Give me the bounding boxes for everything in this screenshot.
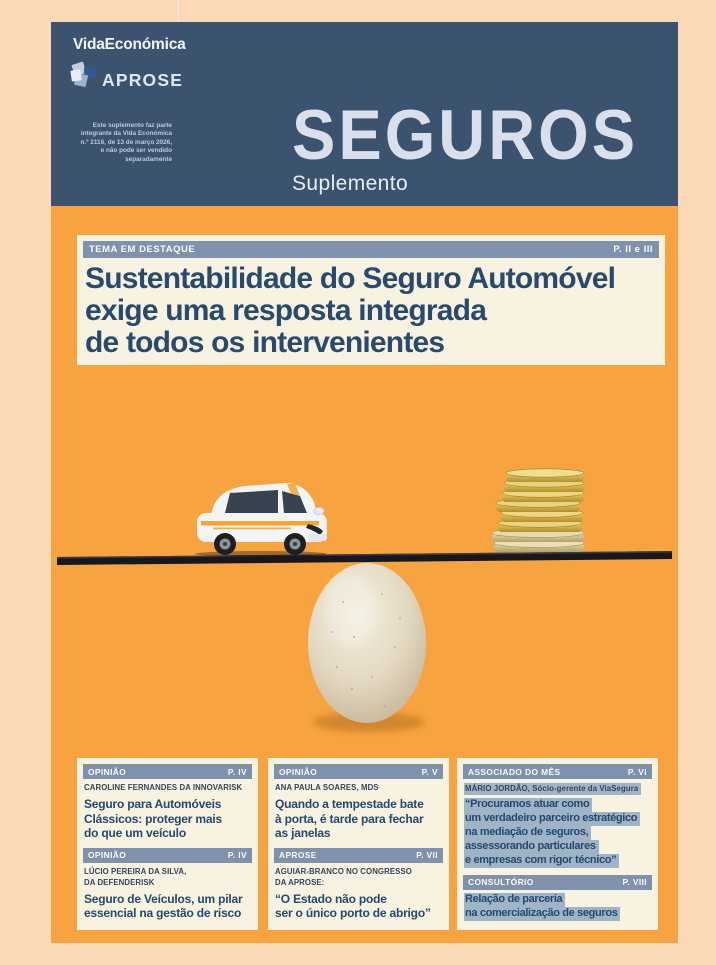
kicker-line: DA APROSE:	[275, 877, 325, 887]
publisher-logo: VidaEconómica	[73, 36, 186, 53]
section-bar	[463, 875, 652, 890]
stone-ball	[308, 563, 426, 723]
teaser-section	[83, 764, 252, 841]
section-bar	[83, 764, 252, 779]
section-kicker	[275, 783, 442, 794]
teaser-section	[83, 848, 252, 921]
headline-line: as janelas	[275, 826, 331, 841]
headline-line: Relação de parceria	[464, 893, 565, 907]
kicker-line: AGUIAR-BRANCO NO CONGRESSO	[275, 866, 412, 876]
cover-hero	[51, 206, 678, 943]
section-headline	[275, 892, 442, 921]
headline-line: ser o único porto de abrigo”	[275, 906, 431, 921]
section-tag: APROSE	[279, 850, 317, 861]
kicker-line: MÁRIO JORDÃO, Sócio-gerente da ViaSegura	[464, 783, 641, 795]
headline-line: Clássicos: proteger mais	[84, 811, 222, 826]
section-page-ref: P. IV	[227, 850, 247, 861]
section-tag: OPINIÃO	[279, 766, 318, 777]
supplement-subtitle: Suplemento	[292, 171, 409, 195]
section-tag: CONSULTÓRIO	[468, 877, 534, 888]
coin-stack	[492, 469, 584, 552]
feature-headline	[85, 263, 659, 359]
section-bar	[274, 764, 443, 779]
section-page-ref: P. V	[421, 766, 438, 777]
section-bar	[274, 848, 443, 863]
section-kicker	[464, 783, 651, 795]
headline-line: na comercialização de seguros	[464, 907, 620, 921]
toy-car	[195, 483, 327, 557]
supplement-title: SEGUROS	[292, 95, 639, 175]
headline-line: Seguro para Automóveis	[84, 796, 222, 811]
headline-line: Seguro de Veículos, um pilar	[84, 891, 243, 906]
headline-line: assessorando particulares	[464, 840, 599, 854]
balance-plank	[57, 551, 672, 565]
section-headline	[464, 798, 651, 868]
aprose-logo-text: APROSE	[102, 70, 184, 90]
headline-line: Quando a tempestade bate	[275, 796, 424, 811]
kicker-line: ANA PAULA SOARES, MDS	[275, 783, 379, 792]
section-page-ref: P. VII	[416, 850, 438, 861]
section-tag: OPINIÃO	[88, 850, 127, 861]
feature-headline-line: de todos os intervenientes	[85, 326, 445, 360]
feature-section-bar	[83, 241, 659, 258]
section-headline	[84, 797, 251, 841]
teaser-column-member-of-month	[457, 758, 658, 930]
section-page-ref: P. IV	[227, 766, 247, 777]
feature-headline-line: Sustentabilidade do Seguro Automóvel	[85, 262, 616, 295]
edition-note-line: n.º 2116, de 13 de março 2026,	[80, 138, 172, 146]
edition-note-line: Este suplemento faz parte	[92, 122, 172, 129]
edition-note	[77, 122, 172, 164]
headline-line: “Procuramos atuar como	[464, 798, 592, 812]
feature-headline-line: exige uma resposta integrada	[85, 294, 487, 328]
section-tag: OPINIÃO	[88, 766, 127, 777]
headline-line: e empresas com rigor técnico”	[464, 854, 619, 868]
supplement-title-block	[292, 95, 664, 196]
feature-tag: TEMA EM DESTAQUE	[89, 244, 196, 255]
edition-note-line: e não pode ser vendido	[100, 147, 172, 155]
teaser-section	[274, 848, 443, 921]
headline-line: do que um veículo	[84, 826, 186, 841]
teaser-column-opinion-2	[268, 758, 449, 930]
section-headline	[275, 797, 442, 841]
section-bar	[463, 764, 652, 779]
masthead	[51, 22, 678, 206]
teaser-section	[463, 875, 652, 921]
section-tag: ASSOCIADO DO MÊS	[468, 766, 561, 777]
teaser-section	[463, 764, 652, 868]
feature-box	[77, 235, 665, 365]
headline-line: “O Estado não pode	[275, 891, 387, 906]
kicker-line: DA DEFENDERISK	[84, 877, 155, 887]
section-page-ref: P. VIII	[622, 877, 647, 888]
kicker-line: LÚCIO PEREIRA DA SILVA,	[84, 866, 187, 876]
headline-line: à porta, é tarde para fechar	[275, 811, 424, 826]
section-headline	[464, 893, 651, 921]
teaser-section	[274, 764, 443, 841]
aprose-logo	[70, 60, 183, 101]
section-page-ref: P. VI	[627, 766, 647, 777]
kicker-line: CAROLINE FERNANDES DA INNOVARISK	[84, 783, 243, 792]
section-kicker	[84, 867, 251, 889]
section-bar	[83, 848, 252, 863]
feature-page-ref: P. II e III	[613, 244, 653, 255]
headline-line: um verdadeiro parceiro estratégico	[464, 812, 640, 826]
section-kicker	[275, 867, 442, 889]
edition-note-line: integrante da Vida Económica	[80, 130, 172, 138]
section-headline	[84, 892, 251, 921]
teaser-column-opinion-1	[77, 758, 258, 930]
section-kicker	[84, 783, 251, 794]
aprose-pinwheel-icon	[70, 60, 100, 101]
headline-line: essencial na gestão de risco	[84, 906, 242, 921]
edition-note-line: separadamente	[125, 155, 172, 163]
headline-line: na mediação de seguros,	[464, 826, 591, 840]
